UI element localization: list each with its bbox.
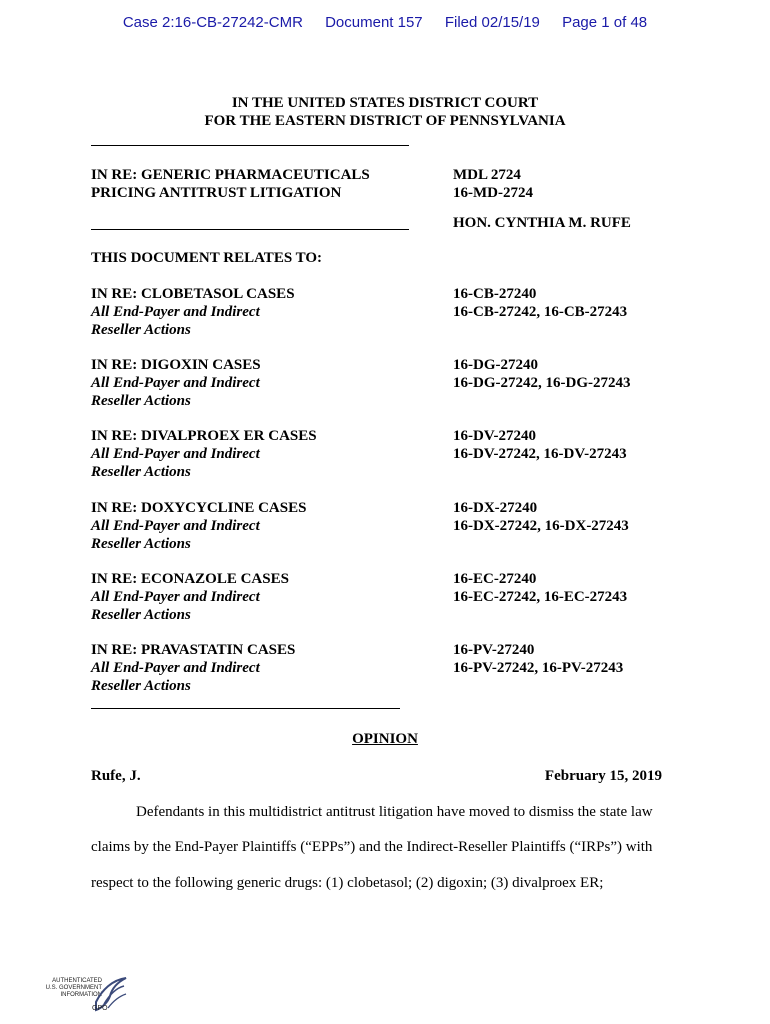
opinion-author: Rufe, J. [91, 768, 141, 784]
case-numbers [453, 570, 753, 606]
case-numbers [453, 427, 753, 463]
case-entry [91, 570, 431, 624]
opinion-date: February 15, 2019 [544, 768, 662, 784]
case-name: IN RE: DIGOXIN CASES [91, 357, 261, 373]
court-name-line1: IN THE UNITED STATES DISTRICT COURT [231, 95, 539, 111]
page-number: Page 1 of 48 [562, 14, 648, 31]
case-subtitle: All End-Payer and Indirect [91, 589, 260, 605]
case-name: IN RE: DOXYCYCLINE CASES [91, 500, 307, 516]
case-number-primary: 16-DV-27240 [453, 428, 537, 444]
filed-date: Filed 02/15/19 [444, 14, 540, 31]
case-subtitle: Reseller Actions [91, 607, 191, 623]
case-subtitle: Reseller Actions [91, 536, 191, 552]
case-subtitle: Reseller Actions [91, 322, 191, 338]
case-number-secondary: 16-EC-27242, 16-EC-27243 [453, 589, 628, 605]
case-numbers [453, 285, 753, 321]
case-number-secondary: 16-PV-27242, 16-PV-27243 [453, 660, 624, 676]
caption-divider-bottom [91, 708, 400, 709]
document-number: Document 157 [325, 14, 423, 31]
case-number-primary: 16-DG-27240 [453, 357, 538, 373]
body-paragraph-line: respect to the following generic drugs: (1) clobetasol; (2) digoxin; (3) divalproex ER; [91, 875, 604, 891]
seal-text-line: INFORMATION [60, 992, 102, 998]
case-entry [91, 285, 431, 339]
document-header [0, 14, 770, 31]
body-paragraph-line: Defendants in this multidistrict antitrust litigation have moved to dismiss the state law [136, 804, 653, 820]
case-subtitle: Reseller Actions [91, 464, 191, 480]
case-entry [91, 641, 431, 695]
case-numbers [453, 499, 753, 535]
case-number-primary: 16-DX-27240 [453, 500, 538, 516]
case-numbers [453, 641, 753, 677]
judge-name: HON. CYNTHIA M. RUFE [453, 215, 631, 231]
seal-text-line: AUTHENTICATED [52, 978, 102, 984]
case-subtitle: Reseller Actions [91, 393, 191, 409]
caption-title-line1: IN RE: GENERIC PHARMACEUTICALS [91, 167, 370, 183]
body-paragraph-line: claims by the End-Payer Plaintiffs (“EPPs”) and the Indirect-Reseller Plaintiffs (“IRPs”) with [91, 839, 653, 855]
case-name: IN RE: ECONAZOLE CASES [91, 571, 289, 587]
case-number-secondary: 16-DX-27242, 16-DX-27243 [453, 518, 629, 534]
case-subtitle: All End-Payer and Indirect [91, 304, 260, 320]
case-number-secondary: 16-DV-27242, 16-DV-27243 [453, 446, 627, 462]
case-number-primary: 16-PV-27240 [453, 642, 535, 658]
mdl-number: MDL 2724 [453, 167, 521, 183]
case-name: IN RE: PRAVASTATIN CASES [91, 642, 296, 658]
relates-to-heading: THIS DOCUMENT RELATES TO: [91, 250, 323, 266]
md-number: 16-MD-2724 [453, 185, 533, 201]
case-entry [91, 499, 431, 553]
caption-divider-top [91, 145, 409, 146]
gpo-label: GPO [92, 1005, 108, 1012]
seal-text-line: U.S. GOVERNMENT [45, 985, 102, 991]
caption-title-line2: PRICING ANTITRUST LITIGATION [91, 185, 342, 201]
case-name: IN RE: CLOBETASOL CASES [91, 286, 295, 302]
case-subtitle: Reseller Actions [91, 678, 191, 694]
case-entry [91, 427, 431, 481]
case-subtitle: All End-Payer and Indirect [91, 375, 260, 391]
case-number-primary: 16-CB-27240 [453, 286, 537, 302]
case-numbers [453, 356, 753, 392]
caption-divider-middle [91, 229, 409, 230]
opinion-heading: OPINION [352, 731, 418, 747]
court-name-line2: FOR THE EASTERN DISTRICT OF PENNSYLVANIA [204, 113, 566, 129]
case-number-secondary: 16-DG-27242, 16-DG-27243 [453, 375, 631, 391]
case-entry [91, 356, 431, 410]
case-number-primary: 16-EC-27240 [453, 571, 537, 587]
case-number-secondary: 16-CB-27242, 16-CB-27243 [453, 304, 628, 320]
case-subtitle: All End-Payer and Indirect [91, 446, 260, 462]
case-name: IN RE: DIVALPROEX ER CASES [91, 428, 317, 444]
case-number: Case 2:16-CB-27242-CMR [122, 14, 303, 31]
case-subtitle: All End-Payer and Indirect [91, 518, 260, 534]
case-subtitle: All End-Payer and Indirect [91, 660, 260, 676]
gpo-authentication-seal [44, 972, 134, 1018]
